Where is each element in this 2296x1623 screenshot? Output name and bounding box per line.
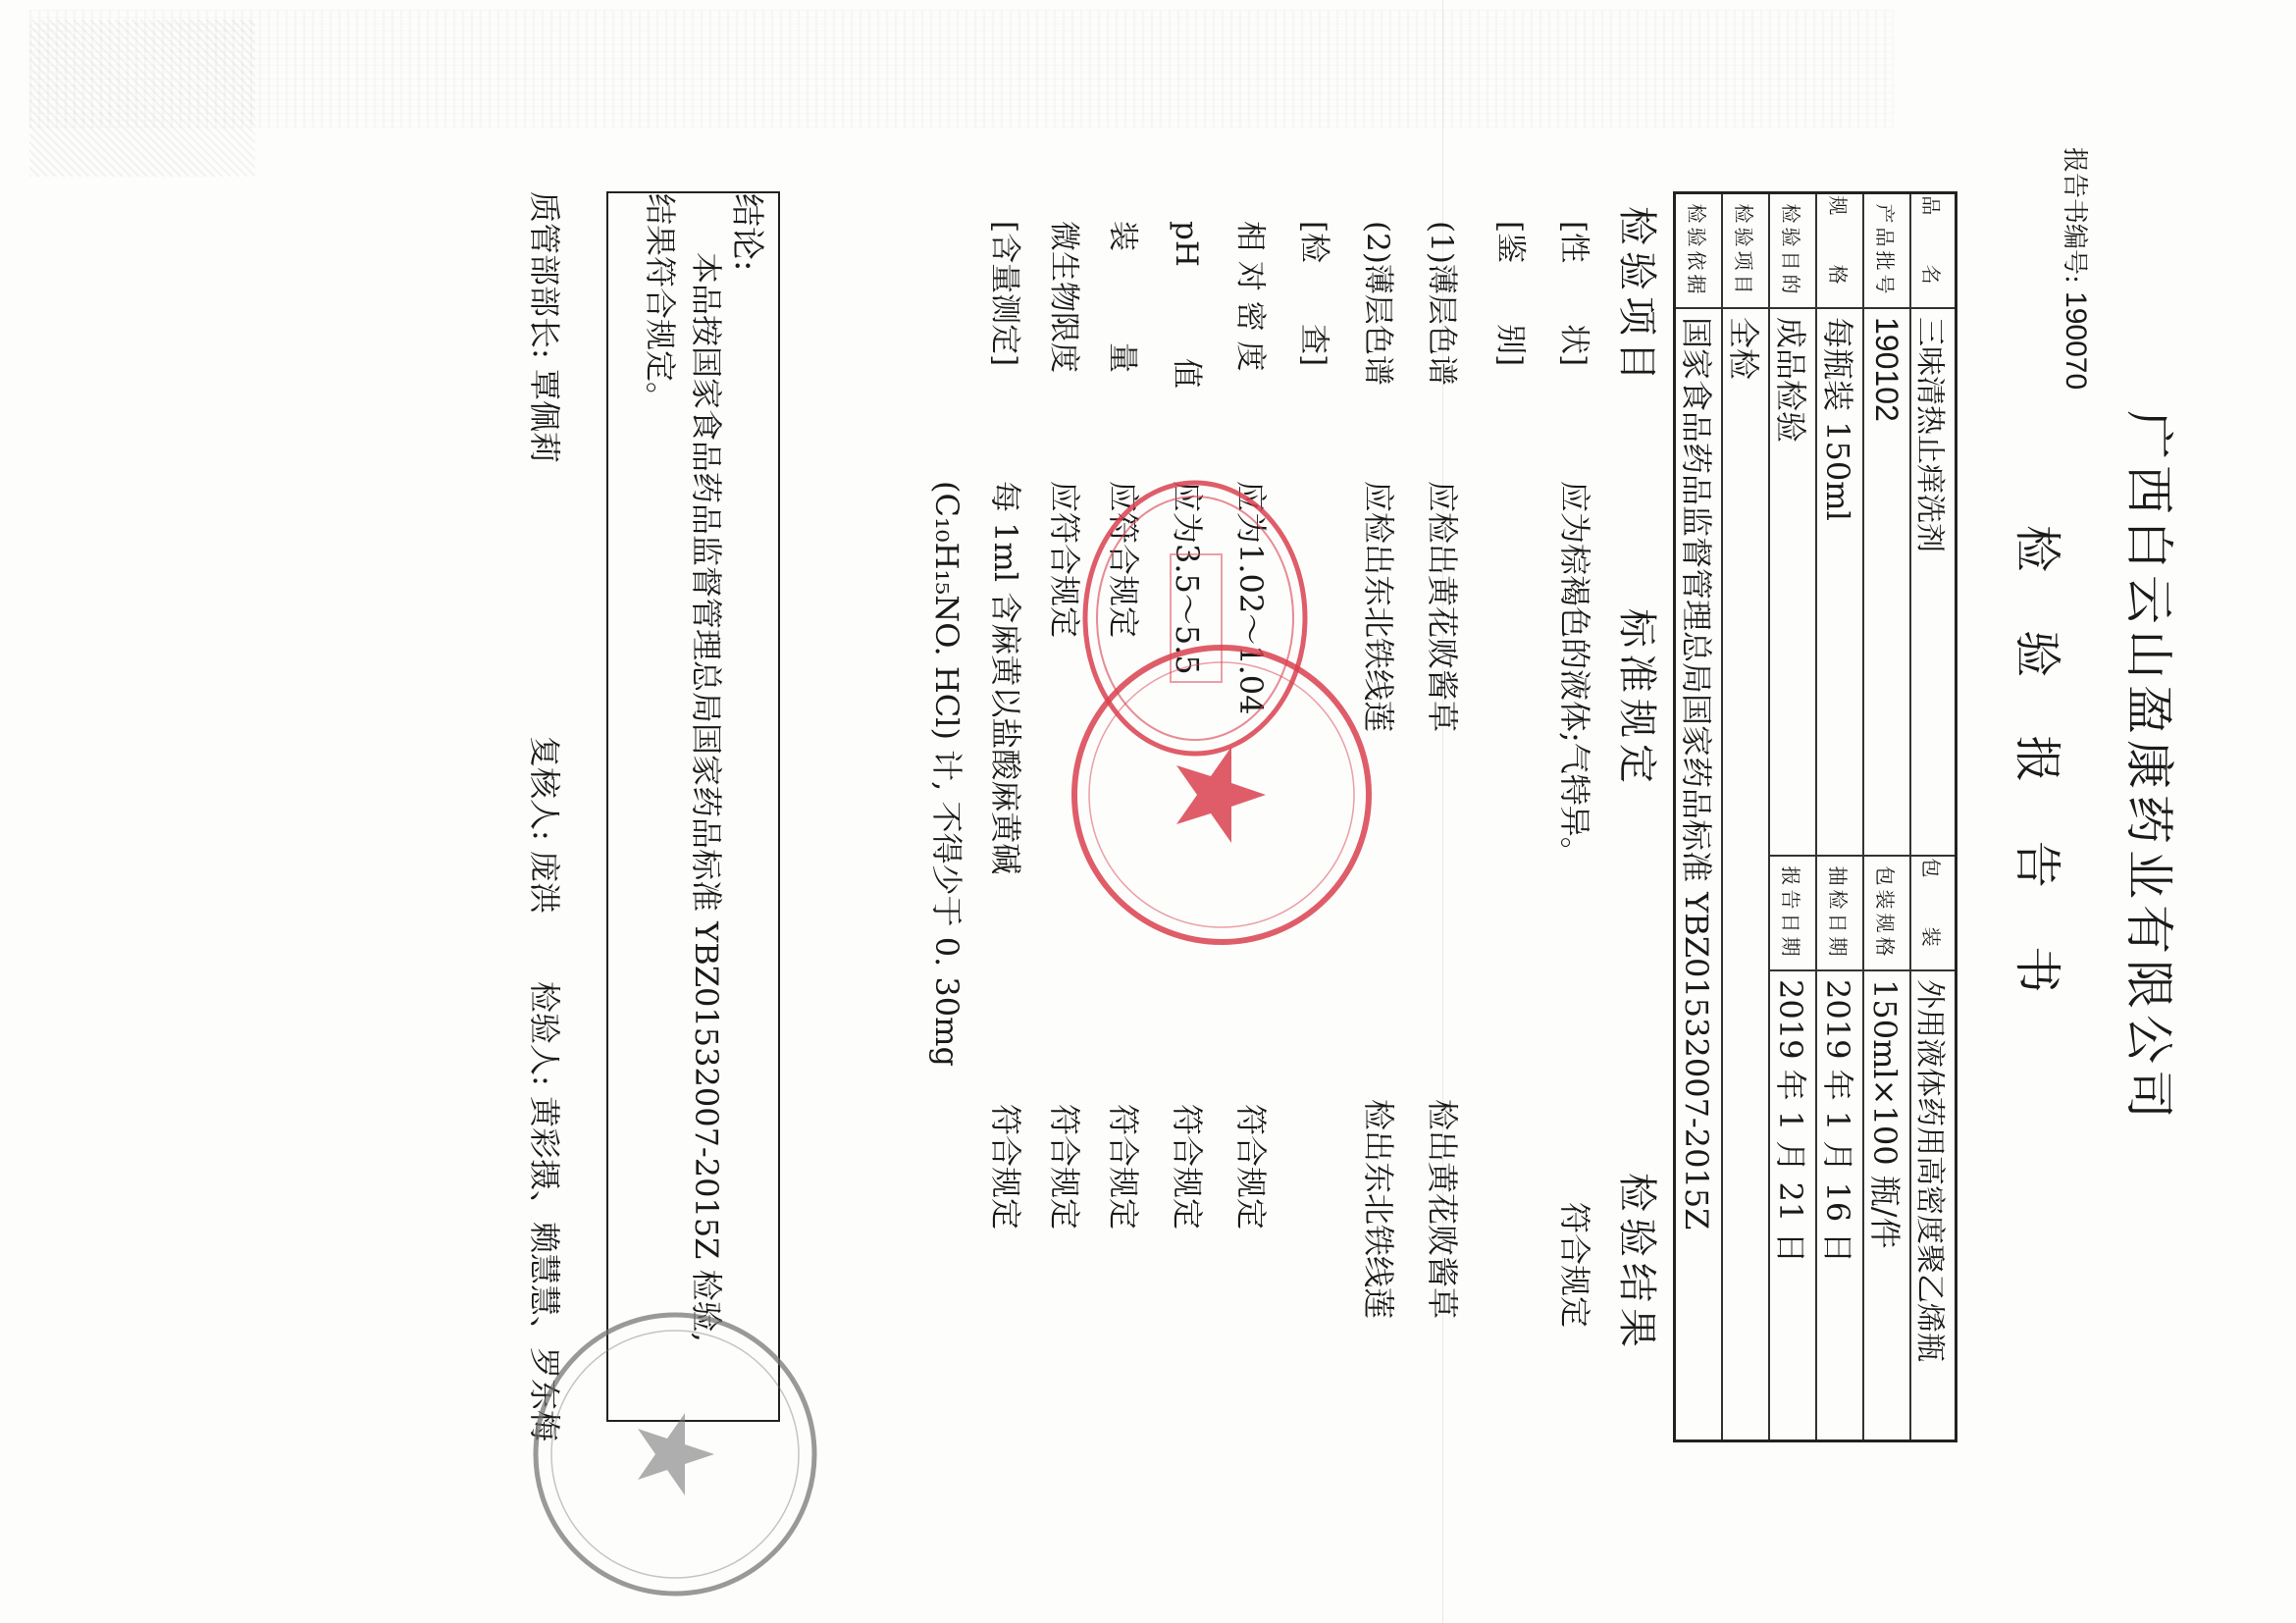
spec: 每瓶装 150ml [1816, 308, 1863, 856]
row-result: 检出东北铁线莲 [1360, 1099, 1397, 1320]
row-standard: 应为棕褐色的液体;气特异。 [1556, 481, 1593, 868]
row-item: 微生物限度 [1046, 221, 1081, 373]
row-result: 符合规定 [987, 1104, 1024, 1230]
label-pack-spec: 包装规格 [1863, 856, 1910, 970]
conclusion-box [606, 191, 780, 1422]
row-item: [鉴 别] [1492, 221, 1528, 367]
row-result: 符合规定 [1556, 1202, 1593, 1329]
row-item: [检 查] [1296, 221, 1331, 367]
purpose: 成品检验 [1769, 308, 1816, 856]
row-standard: 应检出黄花败酱草 [1424, 481, 1461, 733]
report-number: 报告书编号: 190070 [2060, 147, 2092, 391]
row-standard: 应为3.5～5.5 [1169, 481, 1206, 675]
company-seal [1065, 638, 1379, 952]
row-result: 符合规定 [1232, 1104, 1270, 1230]
row-result: 检出黄花败酱草 [1424, 1099, 1461, 1320]
row-item: 相 对 密 度 [1232, 221, 1268, 372]
department-seal [525, 1305, 824, 1604]
label-batch: 产品批号 [1863, 193, 1910, 309]
row-item: (1)薄层色谱 [1424, 221, 1459, 386]
label-basis: 检验依据 [1675, 193, 1723, 309]
company-name: 广西白云山盈康药业有限公司 [2120, 410, 2177, 1125]
qa-head-signature: 质管部部长: 覃佩莉 [526, 191, 563, 463]
row-standard: 应符合规定 [1105, 481, 1142, 639]
conclusion-label: 结论: [727, 193, 766, 272]
pack-spec: 150ml×100 瓶/件 [1863, 970, 1910, 1441]
sample-date: 2019 年 1 月 16 日 [1816, 970, 1863, 1441]
product-name: 三味清热止痒洗剂 [1910, 308, 1957, 856]
label-report-date: 报告日期 [1769, 856, 1816, 970]
label-spec: 规 格 [1816, 193, 1863, 309]
label-purpose: 检验目的 [1769, 193, 1816, 309]
row-result: 符合规定 [1169, 1104, 1206, 1230]
reviewer-signature: 复核人: 庞洪 [526, 736, 563, 914]
basis: 国家食品药品监督管理总局国家药品标准 YBZ01532007-2015Z [1675, 308, 1723, 1441]
row-item: 装 量 [1105, 221, 1140, 373]
conclusion-line-1: 本品按国家食品药品监督管理总局国家药品标准 YBZ01532007-2015Z 检验, [688, 252, 725, 1342]
items: 全检 [1722, 308, 1769, 1441]
row-standard: 每 1ml 含麻黄以盐酸麻黄碱 [987, 481, 1024, 875]
row-standard: (C₁₀H₁₅NO. HCl) 计, 不得少于 0. 30mg [928, 481, 965, 1067]
label-product-name: 品 名 [1910, 193, 1957, 309]
label-packaging: 包 装 [1910, 856, 1957, 970]
report-date: 2019 年 1 月 21 日 [1769, 970, 1816, 1441]
row-item: [性 状] [1556, 221, 1592, 367]
row-result: 符合规定 [1105, 1104, 1142, 1230]
header-result: 检验结果 [1614, 1173, 1659, 1353]
row-standard: 应符合规定 [1046, 481, 1083, 639]
row-item: [含量测定] [987, 221, 1022, 367]
header-standard: 标准规定 [1614, 608, 1659, 789]
conclusion-line-2: 结果符合规定。 [642, 193, 679, 414]
info-table [1673, 191, 1957, 1442]
batch-number: 190102 [1863, 308, 1910, 856]
packaging: 外用液体药用高密度聚乙烯瓶 [1910, 970, 1957, 1441]
row-item: (2)薄层色谱 [1360, 221, 1395, 386]
header-item: 检验项目 [1614, 206, 1659, 387]
label-sample-date: 抽检日期 [1816, 856, 1863, 970]
row-result: 符合规定 [1046, 1104, 1083, 1230]
row-standard: 应检出东北铁线莲 [1360, 481, 1397, 733]
label-items: 检验项目 [1722, 193, 1769, 309]
row-standard: 应为1.02～1.04 [1232, 481, 1270, 715]
row-item: pH 值 [1169, 221, 1204, 389]
report-title: 检 验 报 告 书 [2009, 525, 2064, 1016]
inspector-signatures: 检验人: 黄彩摄、赖慧慧、罗东梅 [526, 981, 563, 1441]
